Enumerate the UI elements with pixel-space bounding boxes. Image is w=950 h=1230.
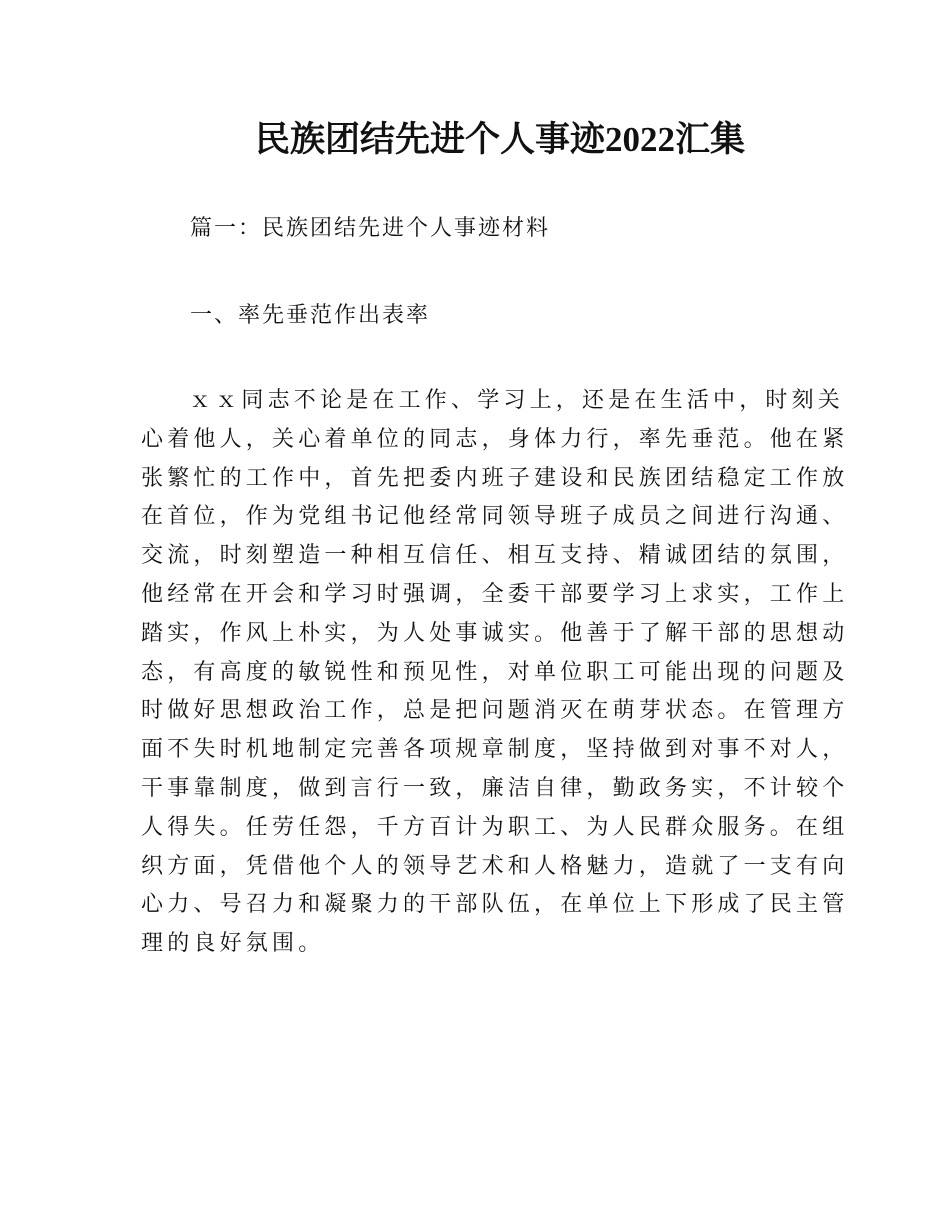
paragraph-line: 心力、号召力和凝聚力的干部队伍，在单位上下形成了民主管 xyxy=(141,892,849,918)
paragraph-line: 干事靠制度，做到言行一致，廉洁自律，勤政务实，不计较个 xyxy=(141,775,849,801)
paragraph-line: 织方面，凭借他个人的领导艺术和人格魅力，造就了一支有向 xyxy=(141,853,849,879)
paragraph-line: 他经常在开会和学习时强调，全委干部要学习上求实，工作上 xyxy=(141,581,849,607)
paragraph-line: 人得失。任劳任怨，千方百计为职工、为人民群众服务。在组 xyxy=(141,814,849,840)
section-heading: 一、率先垂范作出表率 xyxy=(190,303,431,328)
part-heading: 篇一：民族团结先进个人事迹材料 xyxy=(190,216,551,241)
body-paragraph xyxy=(141,382,849,964)
paragraph-line: 时做好思想政治工作，总是把问题消灭在萌芽状态。在管理方 xyxy=(141,698,849,724)
paragraph-line: 态，有高度的敏锐性和预见性，对单位职工可能出现的问题及 xyxy=(141,659,849,685)
paragraph-line: 交流，时刻塑造一种相互信任、相互支持、精诚团结的氛围， xyxy=(141,543,849,569)
document-title: 民族团结先进个人事迹2022汇集 xyxy=(254,120,745,159)
paragraph-line: 张繁忙的工作中，首先把委内班子建设和民族团结稳定工作放 xyxy=(141,465,849,491)
paragraph-line: ｘｘ同志不论是在工作、学习上，还是在生活中，时刻关 xyxy=(189,388,845,413)
paragraph-line: 踏实，作风上朴实，为人处事诚实。他善于了解干部的思想动 xyxy=(141,620,849,646)
paragraph-line: 理的良好氛围。 xyxy=(141,931,325,957)
paragraph-line: 在首位，作为党组书记他经常同领导班子成员之间进行沟通、 xyxy=(141,504,849,530)
paragraph-line: 心着他人，关心着单位的同志，身体力行，率先垂范。他在紧 xyxy=(141,426,849,452)
paragraph-line: 面不失时机地制定完善各项规章制度，坚持做到对事不对人， xyxy=(141,737,849,763)
